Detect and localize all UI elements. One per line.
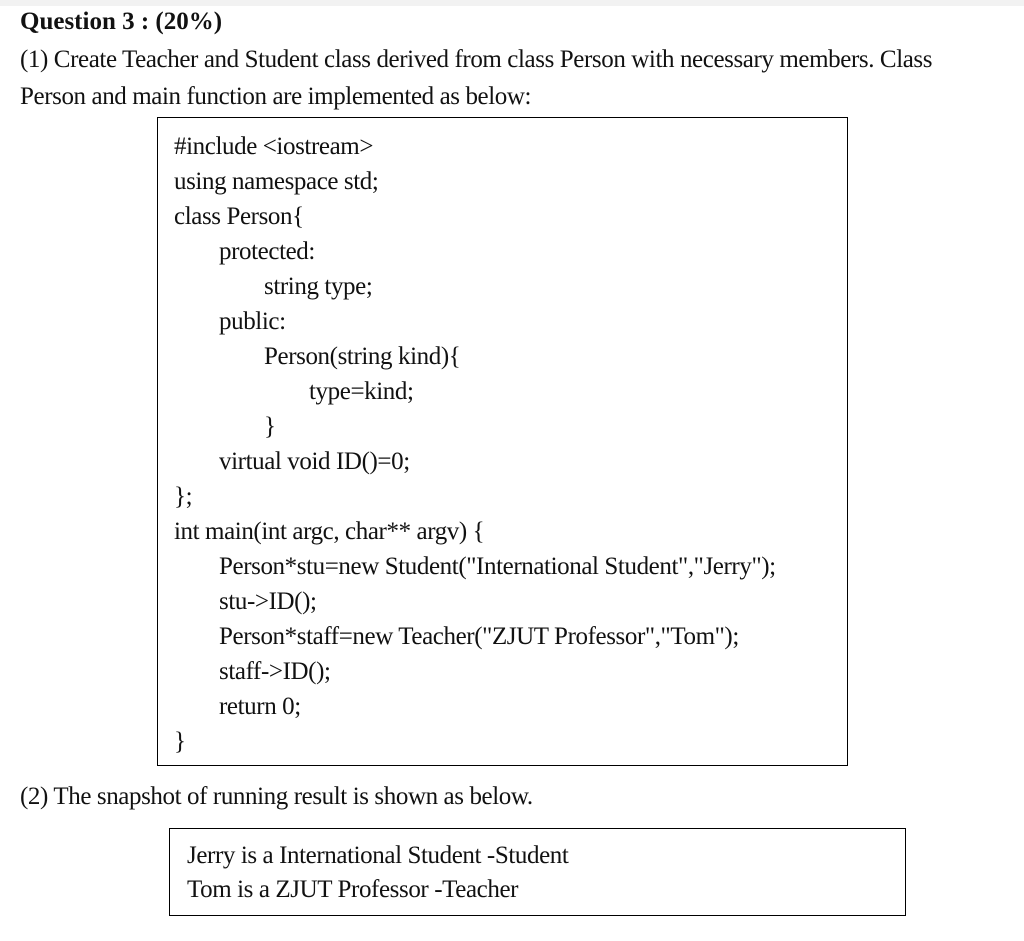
code-line: stu->ID(); (219, 588, 317, 615)
code-line: string type; (264, 273, 373, 300)
part2-instructions: (2) The snapshot of running result is shown as below. (20, 783, 533, 810)
code-line: public: (219, 308, 286, 335)
code-line: staff->ID(); (219, 658, 331, 685)
code-line: #include <iostream> (174, 133, 374, 160)
output-line: Tom is a ZJUT Professor -Teacher (187, 876, 519, 903)
code-line: class Person{ (174, 203, 304, 230)
code-line: protected: (219, 238, 315, 265)
code-line: type=kind; (309, 378, 414, 405)
code-line: Person*staff=new Teacher("ZJUT Professor","Tom"); (219, 623, 739, 650)
code-line: using namespace std; (174, 168, 379, 195)
output-line: Jerry is a International Student -Student (187, 842, 569, 869)
code-line: int main(int argc, char** argv) { (174, 518, 485, 545)
code-line: virtual void ID()=0; (219, 448, 410, 475)
part1-line-2: Person and main function are implemented as below: (20, 83, 532, 110)
code-line: Person(string kind){ (264, 343, 461, 370)
code-line: } (264, 413, 276, 440)
code-line: Person*stu=new Student("International Student","Jerry"); (219, 553, 776, 580)
code-line: return 0; (219, 693, 301, 720)
part1-instructions (20, 41, 1010, 115)
part1-line-1: (1) Create Teacher and Student class derived from class Person with necessary members. Class (20, 46, 933, 73)
question-heading: Question 3 : (20%) (20, 8, 223, 35)
output-snapshot-box (169, 828, 906, 916)
code-listing-box (157, 117, 848, 766)
code-line: } (174, 728, 186, 755)
code-line: }; (174, 483, 193, 510)
